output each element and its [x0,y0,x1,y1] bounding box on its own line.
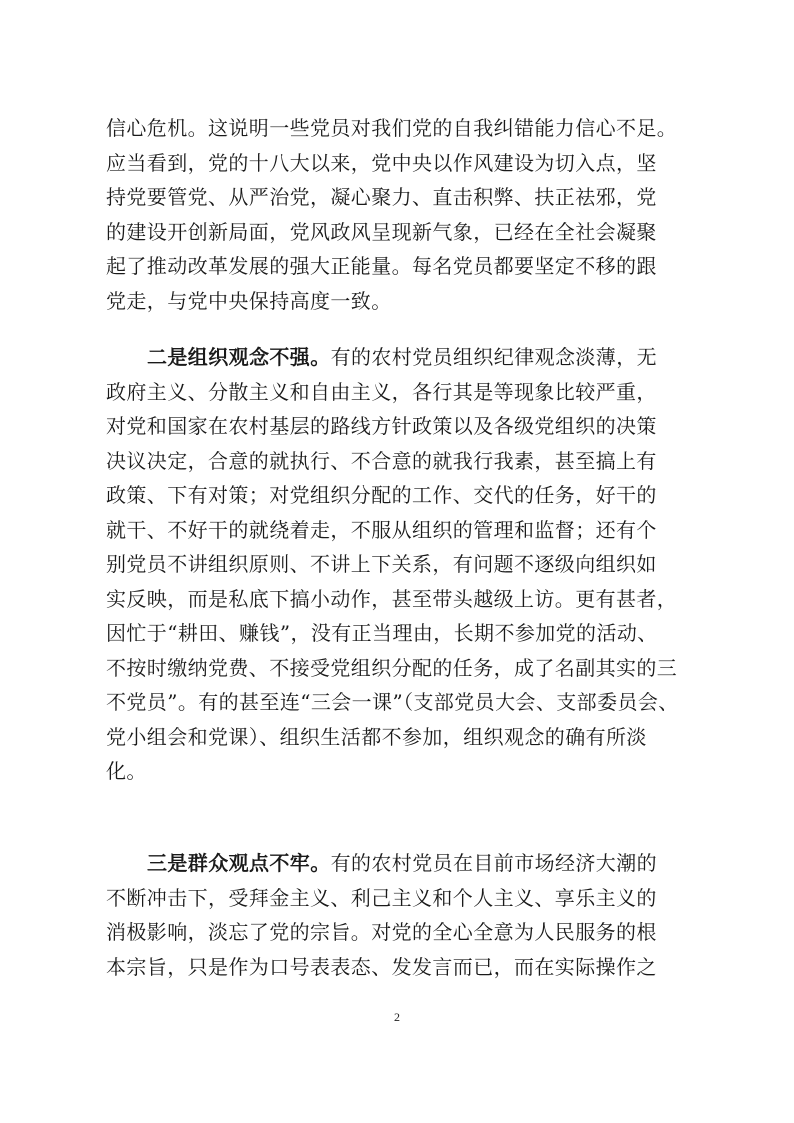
text-line: 信心危机。这说明一些党员对我们党的自我纠错能力信心不足。 [106,116,678,140]
paragraph-mass-viewpoint [106,846,696,984]
page-number: 2 [394,1010,400,1024]
paragraph-organization-concept [106,340,696,789]
text-line: 党小组会和党课）、组织生活都不参加，组织观念的确有所淡 [106,724,647,749]
text-run: 有的农村党员组织纪律观念淡薄，无 [330,345,658,369]
text-line: 决议决定，合意的就执行、不合意的就我行我素，甚至搞上有 [106,448,657,473]
text-line: 本宗旨，只是作为口号表表态、发发言而已，而在实际操作之 [106,954,657,979]
text-line: 起了推动改革发展的强大正能量。每名党员都要坚定不移的跟 [106,254,657,278]
text-line: 不党员”。有的甚至连“三会一课”（支部党员大会、支部委员会、 [106,690,679,714]
section-heading: 二是组织观念不强。 [147,345,331,369]
text-line: 消极影响，淡忘了党的宗旨。对党的全心全意为人民服务的根 [106,920,657,944]
text-line: 党走，与党中央保持高度一致。 [106,288,392,313]
text-line: 政策、下有对策；对党组织分配的工作、交代的任务，好干的 [106,483,657,507]
text-line: 政府主义、分散主义和自由主义，各行其是等现象比较严重， [106,379,657,404]
text-line [106,846,696,881]
text-line: 持党要管党、从严治党，凝心聚力、直击积弊、扶正祛邪，党 [106,185,657,209]
text-line: 应当看到，党的十八大以来，党中央以作风建设为切入点，坚 [106,150,657,175]
text-line: 别党员不讲组织原则、不讲上下关系，有问题不逐级向组织如 [106,552,657,576]
text-line: 不按时缴纳党费、不接受党组织分配的任务，成了名副其实的三 [106,655,678,680]
text-line: 就干、不好干的就绕着走，不服从组织的管理和监督；还有个 [106,517,657,542]
text-line: 因忙于“耕田、赚钱”，没有正当理由，长期不参加党的活动、 [106,621,658,645]
text-run: 有的农村党员在目前市场经济大潮的 [330,851,658,875]
text-line [106,340,696,375]
text-line: 实反映，而是私底下搞小动作，甚至带头越级上访。更有甚者， [106,586,678,611]
text-line: 不断冲击下，受拜金主义、利己主义和个人主义、享乐主义的 [106,885,657,910]
text-line: 化。 [106,759,147,783]
paragraph-party-confidence [106,111,696,318]
section-heading: 三是群众观点不牢。 [147,851,331,875]
text-line: 的建设开创新局面，党风政风呈现新气象，已经在全社会凝聚 [106,219,657,244]
text-line: 对党和国家在农村基层的路线方针政策以及各级党组织的决策 [106,414,657,438]
